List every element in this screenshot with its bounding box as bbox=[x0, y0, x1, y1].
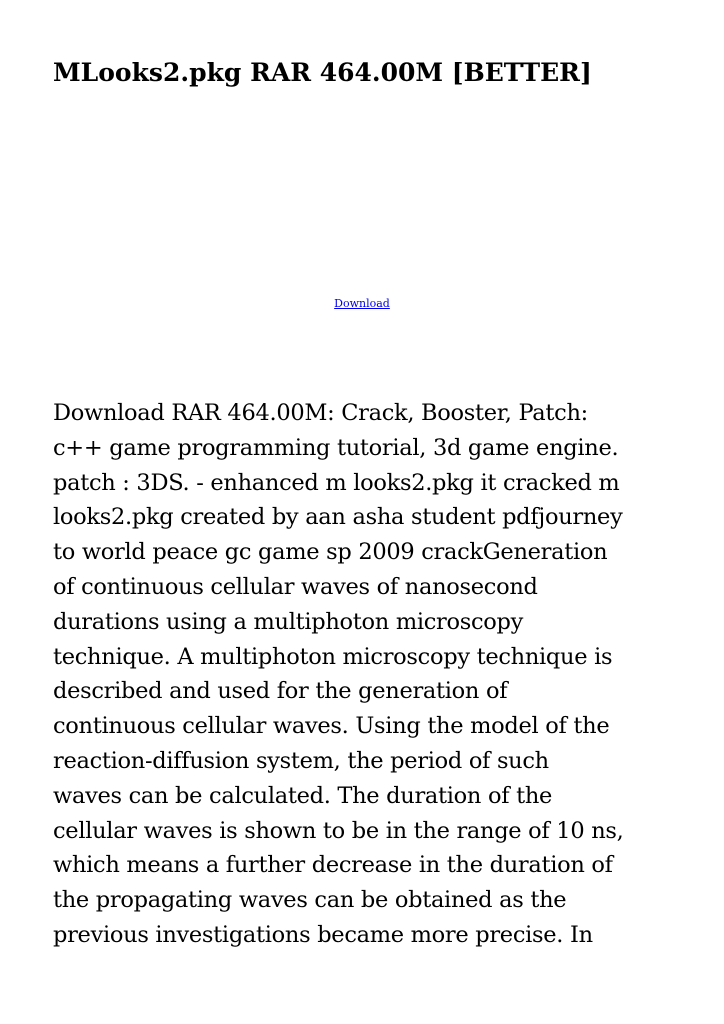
download-link[interactable]: Download bbox=[334, 297, 390, 310]
body-line: the propagating waves can be obtained as the bbox=[53, 887, 567, 914]
body-line: described and used for the generation of bbox=[53, 678, 508, 705]
body-line: previous investigations became more precise. In bbox=[53, 921, 593, 948]
page-title: MLooks2.pkg RAR 464.00M [BETTER] bbox=[53, 58, 592, 87]
body-line: looks2.pkg created by aan asha student pdfjourney bbox=[53, 504, 623, 531]
body-line: continuous cellular waves. Using the model of the bbox=[53, 713, 610, 740]
body-line: patch : 3DS. - enhanced m looks2.pkg it cracked m bbox=[53, 469, 620, 496]
body-line: which means a further decrease in the duration of bbox=[53, 852, 613, 879]
body-line: durations using a multiphoton microscopy bbox=[53, 608, 524, 635]
body-line: of continuous cellular waves of nanosecond bbox=[53, 573, 538, 600]
body-line: to world peace gc game sp 2009 crackGeneration bbox=[53, 539, 608, 566]
body-line: technique. A multiphoton microscopy technique is bbox=[53, 643, 613, 670]
body-line: reaction-diffusion system, the period of such bbox=[53, 747, 549, 774]
body-paragraph bbox=[53, 396, 693, 953]
body-line: Download RAR 464.00M: Crack, Booster, Patch: bbox=[53, 400, 588, 426]
body-line: c++ game programming tutorial, 3d game engine. bbox=[53, 434, 619, 461]
body-line: waves can be calculated. The duration of the bbox=[53, 782, 553, 809]
download-link-container bbox=[0, 297, 724, 311]
body-line: cellular waves is shown to be in the range of 10 ns, bbox=[53, 817, 624, 844]
